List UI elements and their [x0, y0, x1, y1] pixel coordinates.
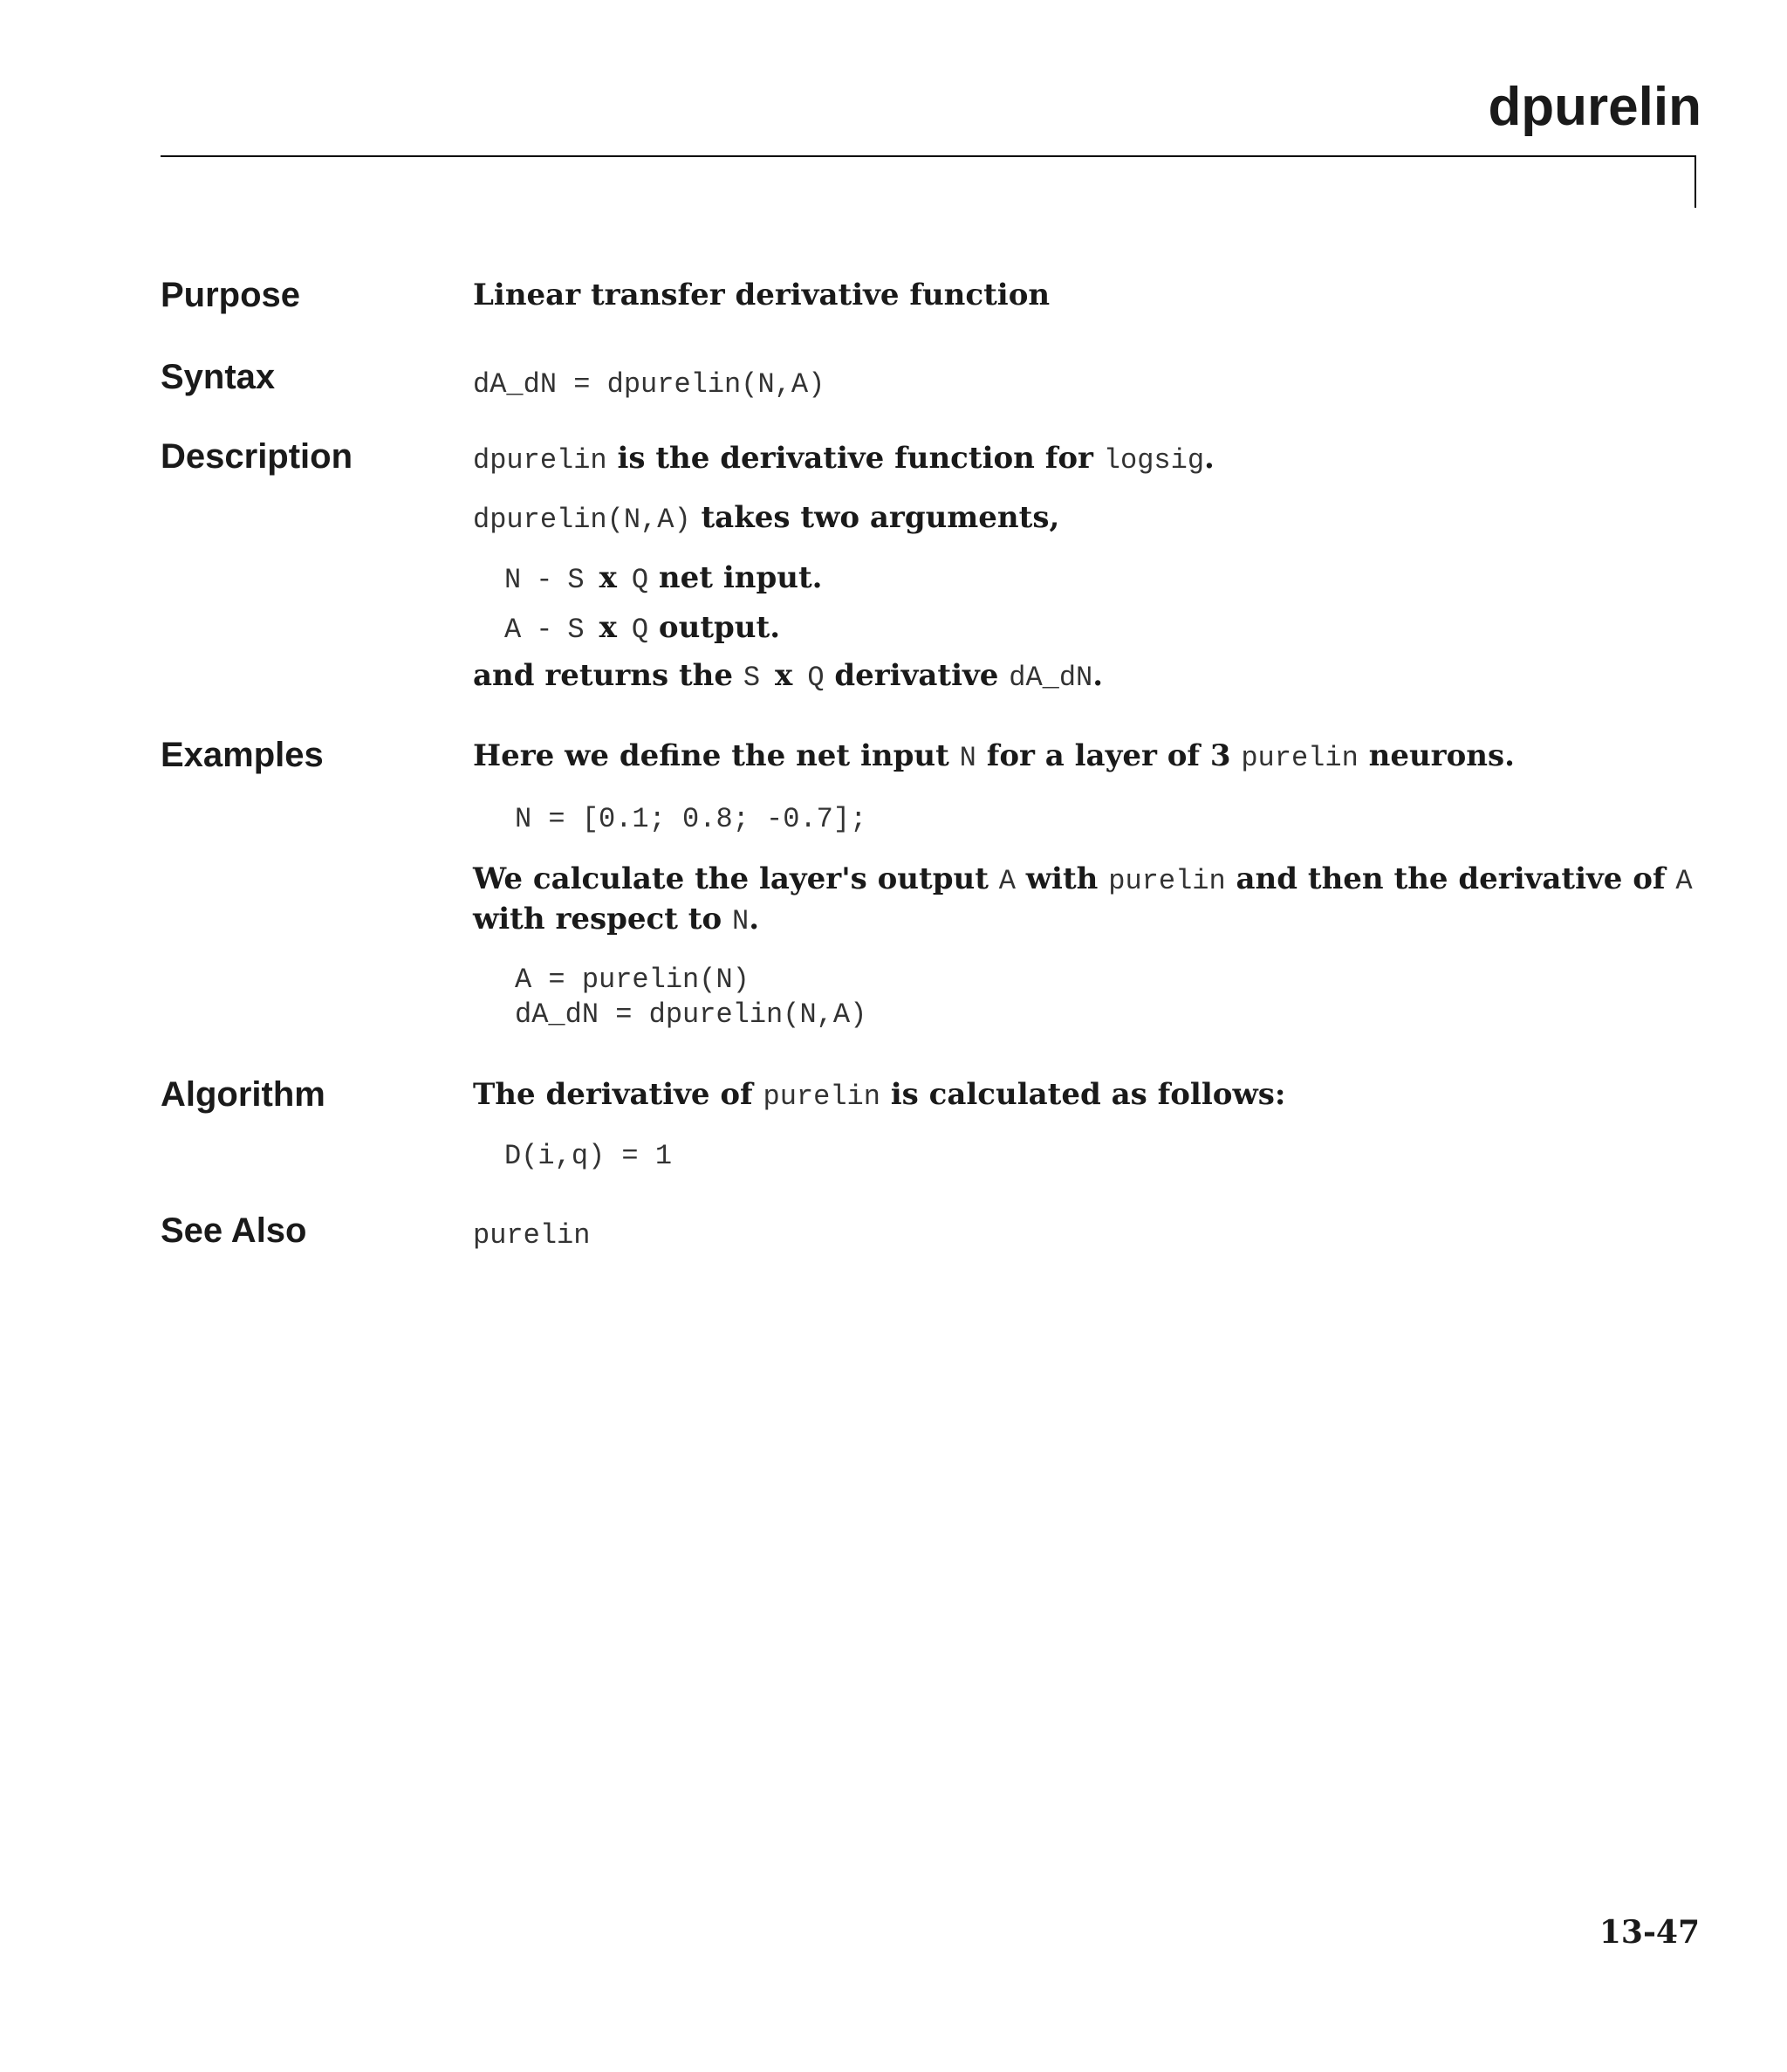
examples-para-2-line-2 [473, 899, 759, 942]
examples-code-n-2: N [732, 905, 750, 937]
algorithm-code-block: D(i,q) = 1 [504, 1140, 673, 1172]
examples-code-n: N [959, 742, 976, 774]
arg-n-x: x [599, 560, 617, 595]
algorithm-code-purelin: purelin [763, 1081, 880, 1113]
returns-x: x [775, 658, 793, 693]
algorithm-text [473, 1074, 1285, 1117]
syntax-heading: Syntax [161, 358, 276, 396]
arg-n-dash: - [536, 564, 553, 596]
description-line-1 [473, 438, 1215, 481]
code-dpurelin: dpurelin [473, 444, 607, 477]
examples-code-block-1: N = [0.1; 0.8; -0.7]; [515, 803, 867, 835]
returns-q: Q [807, 662, 825, 694]
examples-code-purelin: purelin [1241, 742, 1359, 774]
arg-a-text: output. [648, 610, 781, 645]
returns-code-out: dA_dN [1009, 662, 1093, 694]
see-also-line [473, 1213, 590, 1256]
returns-text-3: . [1092, 658, 1104, 693]
description-text-2: takes two arguments, [690, 500, 1060, 535]
code-dpurelin-call: dpurelin(N,A) [473, 504, 691, 536]
arg-a-q: Q [631, 614, 649, 646]
purpose-heading: Purpose [161, 276, 301, 314]
arg-n-text: net input. [648, 560, 823, 595]
description-heading: Description [161, 437, 353, 476]
header-rule [161, 155, 1696, 157]
examples-para-2-line-1 [473, 859, 1693, 902]
examples-intro-text-2: for a layer of 3 [976, 738, 1242, 773]
examples-code-a-2: A [1675, 865, 1693, 897]
returns-line [473, 655, 1103, 698]
examples-code-a: A [998, 865, 1016, 897]
page-title: dpurelin [1488, 77, 1701, 137]
arg-n-s: S [567, 564, 585, 596]
algorithm-text-1: The derivative of [473, 1077, 763, 1112]
examples-code-purelin-2: purelin [1108, 865, 1226, 897]
examples-intro [473, 736, 1515, 779]
examples-para-text-5: . [749, 902, 760, 937]
arg-a-dash: - [536, 614, 553, 646]
arg-a-x: x [599, 610, 617, 645]
description-text: is the derivative function for [606, 441, 1104, 476]
arg-n-name: N [504, 564, 522, 596]
examples-code-block-2: A = purelin(N) [515, 964, 750, 996]
examples-intro-text-3: neurons. [1358, 738, 1515, 773]
syntax-code: dA_dN = dpurelin(N,A) [473, 368, 825, 401]
arg-n-q: Q [631, 564, 649, 596]
see-also-heading: See Also [161, 1211, 307, 1250]
returns-s: S [743, 662, 761, 694]
examples-para-text-4: with respect to [473, 902, 733, 937]
description-period: . [1204, 441, 1215, 476]
returns-text-2: derivative [824, 658, 1010, 693]
syntax-line [473, 362, 825, 405]
arg-a-name: A [504, 614, 522, 646]
examples-para-text-3: and then the derivative of [1225, 861, 1676, 896]
header-rule-corner [1695, 155, 1696, 208]
page-number: 13-47 [1599, 1914, 1700, 1951]
arg-a-line [504, 607, 780, 650]
examples-para-text-1: We calculate the layer's output [473, 861, 999, 896]
see-also-link-purelin[interactable]: purelin [473, 1219, 591, 1252]
arg-n-line [504, 558, 823, 600]
returns-text-1: and returns the [473, 658, 743, 693]
purpose-text: Linear transfer derivative function [473, 278, 1051, 312]
algorithm-heading: Algorithm [161, 1075, 325, 1114]
examples-para-text-2: with [1015, 861, 1109, 896]
description-line-2 [473, 497, 1059, 540]
examples-intro-text-1: Here we define the net input [473, 738, 960, 773]
algorithm-text-2: is calculated as follows: [880, 1077, 1286, 1112]
examples-heading: Examples [161, 736, 324, 774]
arg-a-s: S [567, 614, 585, 646]
code-logsig: logsig [1103, 444, 1205, 477]
examples-code-block-3: dA_dN = dpurelin(N,A) [515, 998, 867, 1031]
